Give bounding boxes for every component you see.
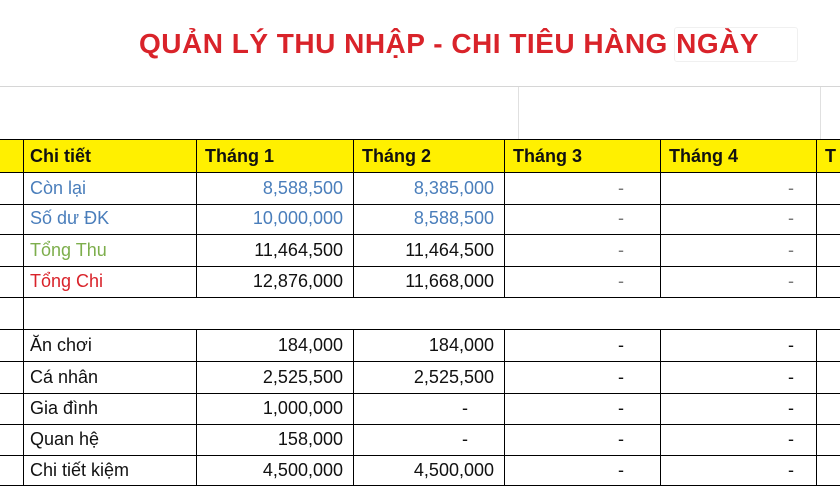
row-gutter-cell <box>0 266 24 298</box>
row-gutter-cell <box>0 455 24 486</box>
column-header: T <box>817 139 840 173</box>
value-cell: - <box>505 455 661 486</box>
overflow-cell <box>817 393 840 425</box>
overflow-cell <box>817 235 840 267</box>
row-label: Còn lại <box>24 173 197 205</box>
row-gutter-cell <box>0 235 24 267</box>
detail-row <box>0 393 840 425</box>
overflow-cell <box>817 362 840 394</box>
value-cell: 8,588,500 <box>354 203 505 235</box>
value-cell: - <box>661 266 817 298</box>
value-cell: - <box>354 393 505 425</box>
value-cell: 2,525,500 <box>197 362 354 394</box>
value-cell: - <box>661 424 817 456</box>
value-cell: 4,500,000 <box>354 455 505 486</box>
value-cell: 1,000,000 <box>197 393 354 425</box>
value-cell: - <box>505 424 661 456</box>
gridline <box>0 86 840 87</box>
blank-cell <box>24 298 197 330</box>
value-cell: 10,000,000 <box>197 203 354 235</box>
value-cell: - <box>505 393 661 425</box>
detail-row <box>0 362 840 394</box>
blank-cell <box>661 298 817 330</box>
value-cell: 8,588,500 <box>197 173 354 205</box>
overflow-cell <box>817 424 840 456</box>
value-cell: 158,000 <box>197 424 354 456</box>
value-cell: - <box>661 173 817 205</box>
value-cell: 8,385,000 <box>354 173 505 205</box>
detail-row <box>0 455 840 486</box>
value-cell: 184,000 <box>354 330 505 362</box>
row-gutter-cell <box>0 424 24 456</box>
row-gutter-cell <box>0 362 24 394</box>
overflow-cell <box>817 455 840 486</box>
value-cell: - <box>661 235 817 267</box>
gridline <box>820 87 821 139</box>
overflow-cell <box>817 330 840 362</box>
value-cell: 184,000 <box>197 330 354 362</box>
value-cell: - <box>661 455 817 486</box>
value-cell: - <box>505 235 661 267</box>
table-header-row <box>0 139 840 173</box>
row-label: Số dư ĐK <box>24 203 197 235</box>
row-label: Tổng Thu <box>24 235 197 267</box>
blank-cell <box>817 298 840 330</box>
blank-cell <box>505 298 661 330</box>
row-label: Cá nhân <box>24 362 197 394</box>
row-gutter-cell <box>0 203 24 235</box>
value-cell: - <box>661 330 817 362</box>
row-label: Chi tiết kiệm <box>24 455 197 486</box>
row-label: Tổng Chi <box>24 266 197 298</box>
value-cell: - <box>661 203 817 235</box>
row-gutter-cell <box>0 330 24 362</box>
row-gutter-cell <box>0 139 24 173</box>
page-title: QUẢN LÝ THU NHẬP - CHI TIÊU HÀNG NGÀY <box>139 28 759 59</box>
value-cell: - <box>505 362 661 394</box>
summary-row <box>0 235 840 267</box>
detail-row <box>0 424 840 456</box>
value-cell: - <box>354 424 505 456</box>
row-gutter-cell <box>0 173 24 205</box>
gridline <box>518 87 519 139</box>
summary-row <box>0 173 840 205</box>
blank-cell <box>197 298 354 330</box>
overflow-cell <box>817 266 840 298</box>
summary-row <box>0 266 840 298</box>
summary-row <box>0 203 840 235</box>
value-cell: - <box>505 330 661 362</box>
column-header: Chi tiết <box>24 139 197 173</box>
value-cell: 11,464,500 <box>197 235 354 267</box>
row-label: Ăn chơi <box>24 330 197 362</box>
overflow-cell <box>817 203 840 235</box>
row-gutter-cell <box>0 393 24 425</box>
blank-cell <box>0 298 24 330</box>
value-cell: 4,500,000 <box>197 455 354 486</box>
overflow-cell <box>817 173 840 205</box>
column-header: Tháng 1 <box>197 139 354 173</box>
detail-row <box>0 330 840 362</box>
blank-separator-row <box>0 298 840 330</box>
column-header: Tháng 2 <box>354 139 505 173</box>
blank-cell <box>354 298 505 330</box>
value-cell: - <box>505 266 661 298</box>
value-cell: - <box>505 203 661 235</box>
value-cell: - <box>661 362 817 394</box>
value-cell: 11,464,500 <box>354 235 505 267</box>
column-header: Tháng 3 <box>505 139 661 173</box>
value-cell: - <box>661 393 817 425</box>
column-header: Tháng 4 <box>661 139 817 173</box>
value-cell: - <box>505 173 661 205</box>
row-label: Quan hệ <box>24 424 197 456</box>
value-cell: 2,525,500 <box>354 362 505 394</box>
value-cell: 11,668,000 <box>354 266 505 298</box>
value-cell: 12,876,000 <box>197 266 354 298</box>
row-label: Gia đình <box>24 393 197 425</box>
faint-overlay-box <box>674 27 798 62</box>
